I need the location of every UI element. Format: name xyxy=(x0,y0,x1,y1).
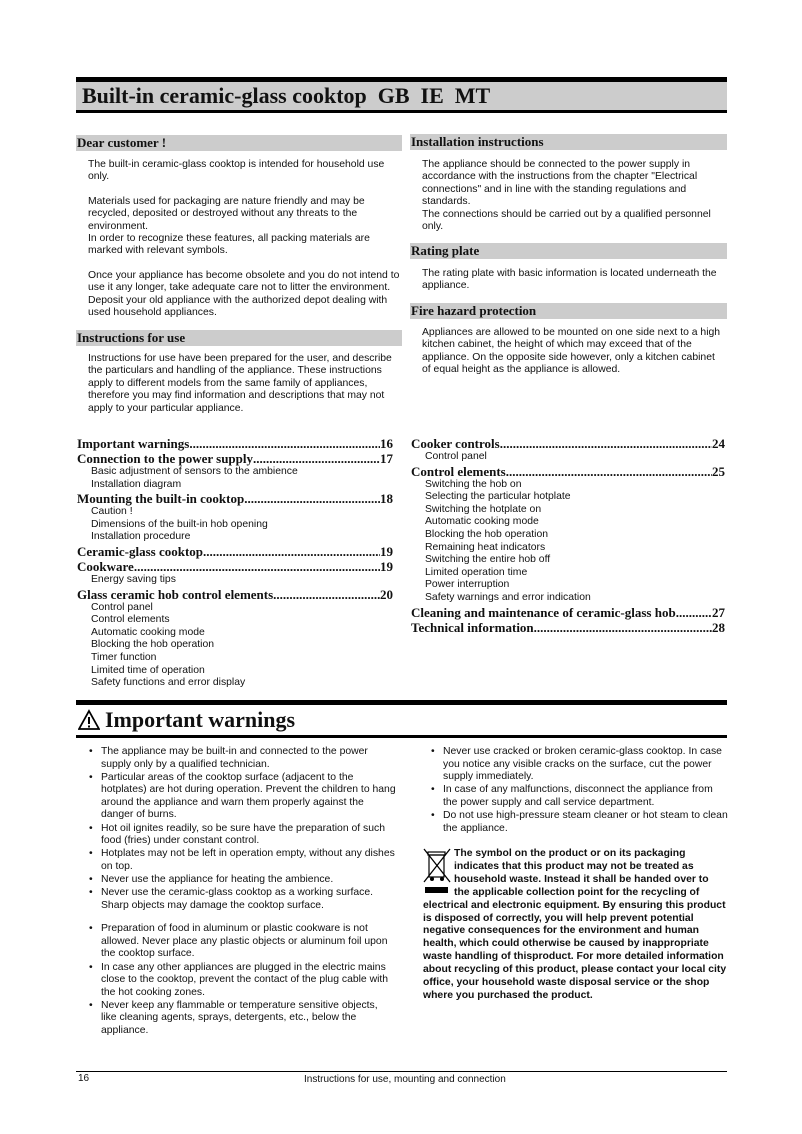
toc-entry-page: 24 xyxy=(712,436,725,451)
toc-subentry[interactable]: Blocking the hob operation xyxy=(91,639,215,651)
warnings-list xyxy=(86,746,396,1038)
toc-leader-dots xyxy=(244,491,380,506)
paragraph: The rating plate with basic information is located underneath the appliance. xyxy=(422,268,717,292)
toc-subentry[interactable]: Limited operation time xyxy=(425,566,528,578)
toc-subentry[interactable]: Switching the entire hob off xyxy=(425,554,551,566)
section-body xyxy=(410,150,727,233)
important-warnings-heading xyxy=(76,705,727,735)
warning-item: • Do not use high-pressure steam cleaner or hot steam to clean the appliance. xyxy=(428,810,728,835)
footer-rule xyxy=(76,1071,727,1072)
footer-text: Instructions for use, mounting and connection xyxy=(304,1074,506,1085)
toc-subentry[interactable]: Installation procedure xyxy=(91,531,191,543)
toc-subentry[interactable]: Caution ! xyxy=(91,506,133,518)
warning-item: • The appliance may be built-in and connected to the power supply only by a qualified technician. xyxy=(86,746,396,771)
toc-entry-title: Cookware xyxy=(77,558,134,574)
warnings-left-column xyxy=(86,746,396,1038)
toc-entry-page: 20 xyxy=(380,586,393,602)
warning-item: • Never use cracked or broken ceramic-glass cooktop. In case you notice any visible cracks on the surface, cut the power supply immediately. xyxy=(428,746,728,784)
instructions-for-use-section xyxy=(76,330,402,415)
heading-text: Important warnings xyxy=(105,707,296,732)
toc-leader-dots xyxy=(203,544,380,559)
toc-entry-page: 19 xyxy=(380,543,393,559)
toc-subentry[interactable]: Safety functions and error display xyxy=(91,677,246,689)
toc-subentry[interactable]: Installation diagram xyxy=(91,478,182,490)
section-body xyxy=(410,319,727,377)
crossed-out-wheelie-bin-icon xyxy=(423,848,451,896)
toc-entry[interactable] xyxy=(77,544,393,559)
toc-entry-page: 28 xyxy=(712,619,725,635)
toc-subentry[interactable]: Blocking the hob operation xyxy=(425,528,549,540)
toc-subentry[interactable]: Power interruption xyxy=(425,579,510,591)
toc-entry[interactable] xyxy=(411,464,725,479)
toc-leader-dots xyxy=(676,605,712,620)
footer-page-number: 16 xyxy=(78,1073,90,1084)
warning-item: • Hotplates may not be left in operation empty, without any dishes on top. xyxy=(86,848,396,873)
paragraph: The connections should be carried out by a qualified personnel only. xyxy=(422,208,711,233)
paragraph: Once your appliance has become obsolete and you do not intend to use it any longer, take adequate care not to litter the environment. Deposit your old appliance with the authorized depot dealing with used household appliances. xyxy=(88,269,400,319)
toc-entry-title: Glass ceramic hob control elements xyxy=(77,586,274,602)
toc-entry-title: Important warnings xyxy=(77,436,190,451)
warning-triangle-icon xyxy=(78,709,100,731)
paragraph: In order to recognize these features, all packing materials are marked with relevant symbols. xyxy=(88,233,370,257)
toc-subentry[interactable]: Control panel xyxy=(91,601,153,613)
toc-entry[interactable] xyxy=(77,587,393,602)
page-title-bar xyxy=(76,77,727,113)
toc-subentry[interactable]: Switching the hob on xyxy=(425,478,522,490)
warning-item: • Never use the ceramic-glass cooktop as a working surface. Sharp objects may damage the cooktop surface. xyxy=(86,887,396,912)
toc-entry-page: 16 xyxy=(380,436,393,451)
toc-entry[interactable] xyxy=(411,605,725,620)
paragraph: Materials used for packaging are nature friendly and may be recycled, deposited or destroyed without any threats to the environment. xyxy=(88,195,365,232)
toc-right xyxy=(411,436,725,635)
warning-item: • Never use the appliance for heating the ambience. xyxy=(86,874,396,887)
toc-leader-dots xyxy=(273,587,380,602)
toc-entry-page: 27 xyxy=(712,604,725,620)
warning-item: • Preparation of food in aluminum or plastic cookware is not allowed. Never place any plastic objects or aluminum foil upon the cooktop surface. xyxy=(86,923,396,961)
toc-entry[interactable] xyxy=(77,451,393,466)
paragraph: Instructions for use have been prepared for the user, and describe the particulars and handling of the appliance. These instructions apply to different models from the same family of appliances, therefore you may find information and descriptions that may not apply to your particular appliance. xyxy=(88,353,392,414)
toc-leader-dots xyxy=(189,436,380,451)
warning-item: • Hot oil ignites readily, so be sure have the preparation of such food (fries) under constant control. xyxy=(86,823,396,848)
section-heading: Dear customer ! xyxy=(76,135,402,151)
toc-entry[interactable] xyxy=(77,491,393,506)
rating-plate-section xyxy=(410,243,727,293)
section-body xyxy=(410,259,727,293)
weee-notice xyxy=(423,848,727,1003)
toc-subentry[interactable]: Automatic cooking mode xyxy=(425,516,539,528)
toc-entry-title: Mounting the built-in cooktop xyxy=(77,491,245,507)
section-body xyxy=(76,151,402,319)
toc-entry-page: 19 xyxy=(380,558,393,574)
toc-subentry[interactable]: Remaining heat indicators xyxy=(425,541,546,553)
toc-leader-dots xyxy=(134,559,380,574)
toc-subentry[interactable]: Energy saving tips xyxy=(91,573,176,585)
toc-leader-dots xyxy=(534,620,712,635)
warning-item: • Particular areas of the cooktop surface (adjacent to the hotplates) are hot during operation. Prevent the children to hang around the appliance and warn them properly against the danger of burns. xyxy=(86,772,396,822)
weee-text: The symbol on the product or on its packaging indicates that this product may not be treated as household waste. Instead it shall be handed over to the applicable collection point for the recycling of electrical and electronic equipment. By ensuring this product is disposed of correctly, you will help prevent potential negative consequences for the environment and human health, which could otherwise be caused by inappropriate waste handling of thisproduct. For more detailed information about recycling of this product, please contact your local city office, your household waste disposal service or the shop where you purchased the product. xyxy=(423,848,727,1001)
toc-entry[interactable] xyxy=(411,620,725,635)
warning-item: • Never keep any flammable or temperature sensitive objects, like cleaning agents, sprays, detergents, etc., below the appliance. xyxy=(86,1000,396,1038)
warning-item: • In case of any malfunctions, disconnect the appliance from the power supply and call service department. xyxy=(428,784,728,809)
toc-entry-title: Control elements xyxy=(411,463,506,479)
toc-entry-title: Cooker controls xyxy=(411,436,500,451)
paragraph: The built-in ceramic-glass cooktop is intended for household use only. xyxy=(88,159,385,183)
page-title: Built-in ceramic-glass cooktop GB IE MT xyxy=(82,83,491,108)
toc-entry[interactable] xyxy=(77,436,393,451)
toc-leader-dots xyxy=(253,451,380,466)
toc-entry[interactable] xyxy=(411,436,725,451)
warnings-right-column xyxy=(428,746,728,836)
section-heading: Rating plate xyxy=(410,243,727,259)
section-heading: Installation instructions xyxy=(410,134,727,150)
toc-entry-page: 25 xyxy=(712,463,725,479)
section-heading: Fire hazard protection xyxy=(410,303,727,319)
toc-leader-dots xyxy=(500,436,712,451)
toc-subentry[interactable]: Control elements xyxy=(91,614,170,626)
toc-subentry[interactable]: Safety warnings and error indication xyxy=(425,591,591,603)
toc-left xyxy=(77,436,393,690)
toc-entry-page: 17 xyxy=(380,451,393,466)
toc-subentry[interactable]: Selecting the particular hotplate xyxy=(425,491,571,503)
toc-leader-dots xyxy=(506,464,712,479)
toc-subentry[interactable]: Timer function xyxy=(91,651,157,663)
section-body xyxy=(76,346,402,415)
installation-section xyxy=(410,134,727,233)
paragraph: The appliance should be connected to the power supply in accordance with the instructions from the chapter "Electrical connections" and in line with the standing regulations and standards. xyxy=(422,159,698,208)
toc-entry-title: Connection to the power supply xyxy=(77,451,254,466)
dear-customer-section xyxy=(76,135,402,319)
toc-subentry[interactable]: Automatic cooking mode xyxy=(91,626,205,638)
paragraph: Appliances are allowed to be mounted on one side next to a high kitchen cabinet, the height of which may exceed that of the appliance. On the opposite side however, only a kitchen cabinet of equal height as the appliance is allowed. xyxy=(422,327,721,376)
toc-subentry[interactable]: Control panel xyxy=(425,451,487,462)
section-heading: Instructions for use xyxy=(76,330,402,346)
warnings-list xyxy=(428,746,728,835)
toc-entry-page: 18 xyxy=(380,491,393,507)
toc-entry-title: Technical information xyxy=(411,619,534,635)
important-warnings-header xyxy=(76,700,727,738)
toc-subentry[interactable]: Limited time of operation xyxy=(91,664,205,676)
toc-entry-title: Cleaning and maintenance of ceramic-glass hob xyxy=(411,604,676,620)
fire-hazard-section xyxy=(410,303,727,377)
toc-subentry[interactable]: Switching the hotplate on xyxy=(425,503,542,515)
toc-entry-title: Ceramic-glass cooktop xyxy=(77,543,204,559)
toc-subentry[interactable]: Basic adjustment of sensors to the ambience xyxy=(91,466,298,477)
toc-subentry[interactable]: Dimensions of the built-in hob opening xyxy=(91,518,268,530)
warning-item: • In case any other appliances are plugged in the electric mains close to the cooktop, prevent the contact of the plug cable with the hot cooking zones. xyxy=(86,962,396,1000)
toc-entry[interactable] xyxy=(77,559,393,574)
